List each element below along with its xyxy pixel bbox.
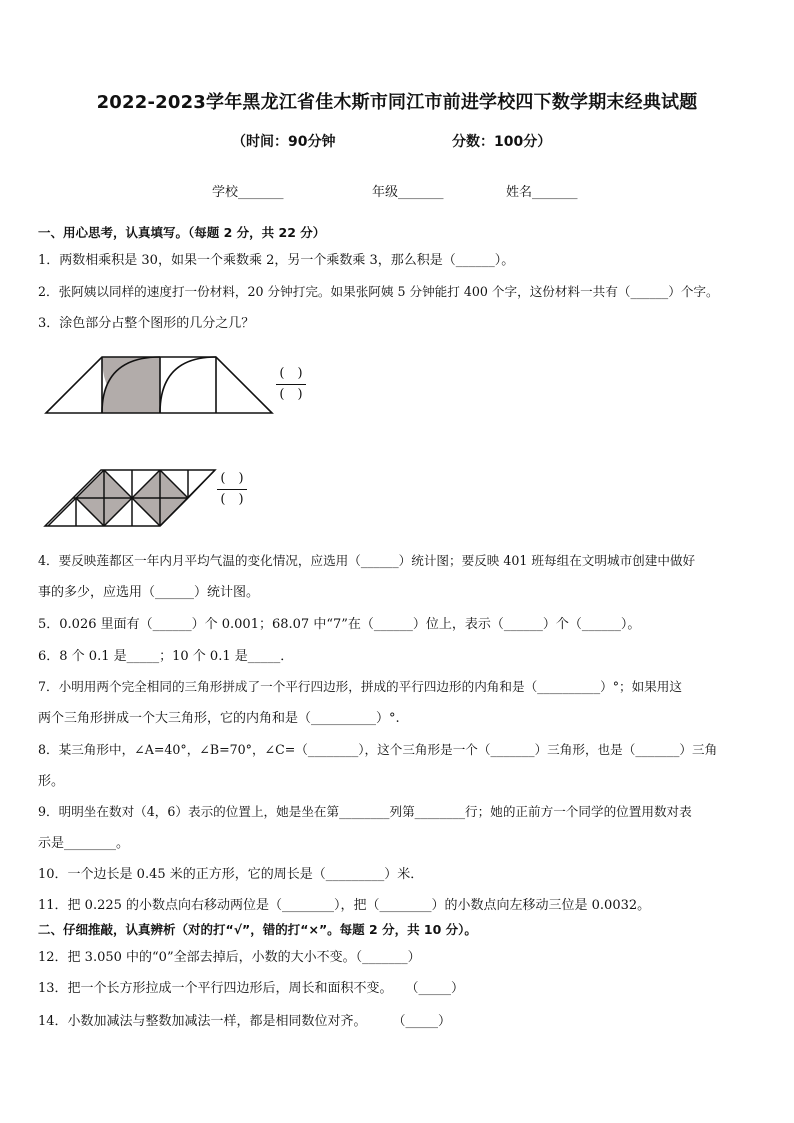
name-field[interactable]: 姓名_______ — [506, 185, 578, 200]
student-info — [0, 181, 794, 201]
question-4-line2: 事的多少，应选用（______）统计图。 — [38, 585, 260, 600]
question-3: 3．涂色部分占整个图形的几分之几？ — [38, 316, 255, 331]
numerator-blank: ( ) — [220, 471, 244, 486]
total-score: 分数：100分） — [452, 134, 552, 150]
question-11: 11．把 0.225 的小数点向右移动两位是（________），把（________）的小数点向左移动三位是 0.0032。 — [38, 898, 651, 913]
fraction-answer-2[interactable] — [217, 470, 247, 509]
question-12: 12．把 3.050 中的“0”全部去掉后，小数的大小不变。（_______） — [38, 950, 421, 965]
denominator-blank: ( ) — [279, 387, 303, 402]
page-title: 2022-2023学年黑龙江省佳木斯市同江市前进学校四下数学期末经典试题 — [96, 92, 698, 113]
fraction-answer-1[interactable] — [276, 365, 306, 404]
section1-heading: 一、用心思考，认真填写。（每题 2 分，共 22 分） — [38, 225, 326, 240]
question-1: 1．两数相乘积是 30，如果一个乘数乘 2，另一个乘数乘 3，那么积是（______）。 — [38, 253, 515, 268]
question-2: 2．张阿姨以同样的速度打一份材料，20 分钟打完。如果张阿姨 5 分钟能打 400 个字，这份材料一共有（______）个字。 — [38, 284, 719, 299]
question-6: 6．8 个 0.1 是_____；10 个 0.1 是_____． — [38, 649, 294, 664]
question-4-line1: 4．要反映莲都区一年内月平均气温的变化情况，应选用（______）统计图；要反映 401 班每组在文明城市创建中做好 — [38, 553, 696, 568]
grade-field[interactable]: 年级_______ — [372, 185, 444, 200]
question-5: 5．0.026 里面有（______）个 0.001；68.07 中“7”在（______）位上，表示（______）个（______）。 — [38, 617, 641, 632]
question-9-line2: 示是________。 — [38, 836, 130, 851]
time-limit: （时间：90分钟 — [232, 134, 336, 150]
exam-meta — [0, 131, 794, 151]
question-8-line2: 形。 — [38, 774, 65, 789]
question-7-line2: 两个三角形拼成一个大三角形，它的内角和是（__________）°. — [38, 711, 400, 726]
question-14: 14．小数加减法与整数加减法一样，都是相同数位对齐。 （_____） — [38, 1014, 452, 1029]
section2-heading: 二、仔细推敲，认真辨析（对的打“√”，错的打“×”。每题 2 分，共 10 分）。 — [38, 922, 477, 937]
question-7-line1: 7．小明用两个完全相同的三角形拼成了一个平行四边形，拼成的平行四边形的内角和是（__________）°；如果用这 — [38, 679, 682, 694]
question-13: 13．把一个长方形拉成一个平行四边形后，周长和面积不变。 （_____） — [38, 981, 465, 996]
trapezoid-figure — [44, 355, 276, 417]
school-field[interactable]: 学校_______ — [212, 185, 284, 200]
denominator-blank: ( ) — [220, 492, 244, 507]
question-9-line1: 9．明明坐在数对（4，6）表示的位置上，她是坐在第________列第________行；她的正前方一个同学的位置用数对表 — [38, 804, 692, 819]
numerator-blank: ( ) — [279, 366, 303, 381]
question-8-line1: 8．某三角形中，∠A=40°，∠B=70°，∠C=（________），这个三角形是一个（_______）三角形，也是（_______）三角 — [38, 742, 718, 757]
question-10: 10．一个边长是 0.45 米的正方形，它的周长是（_________）米． — [38, 867, 424, 882]
parallelogram-figure — [43, 466, 219, 528]
